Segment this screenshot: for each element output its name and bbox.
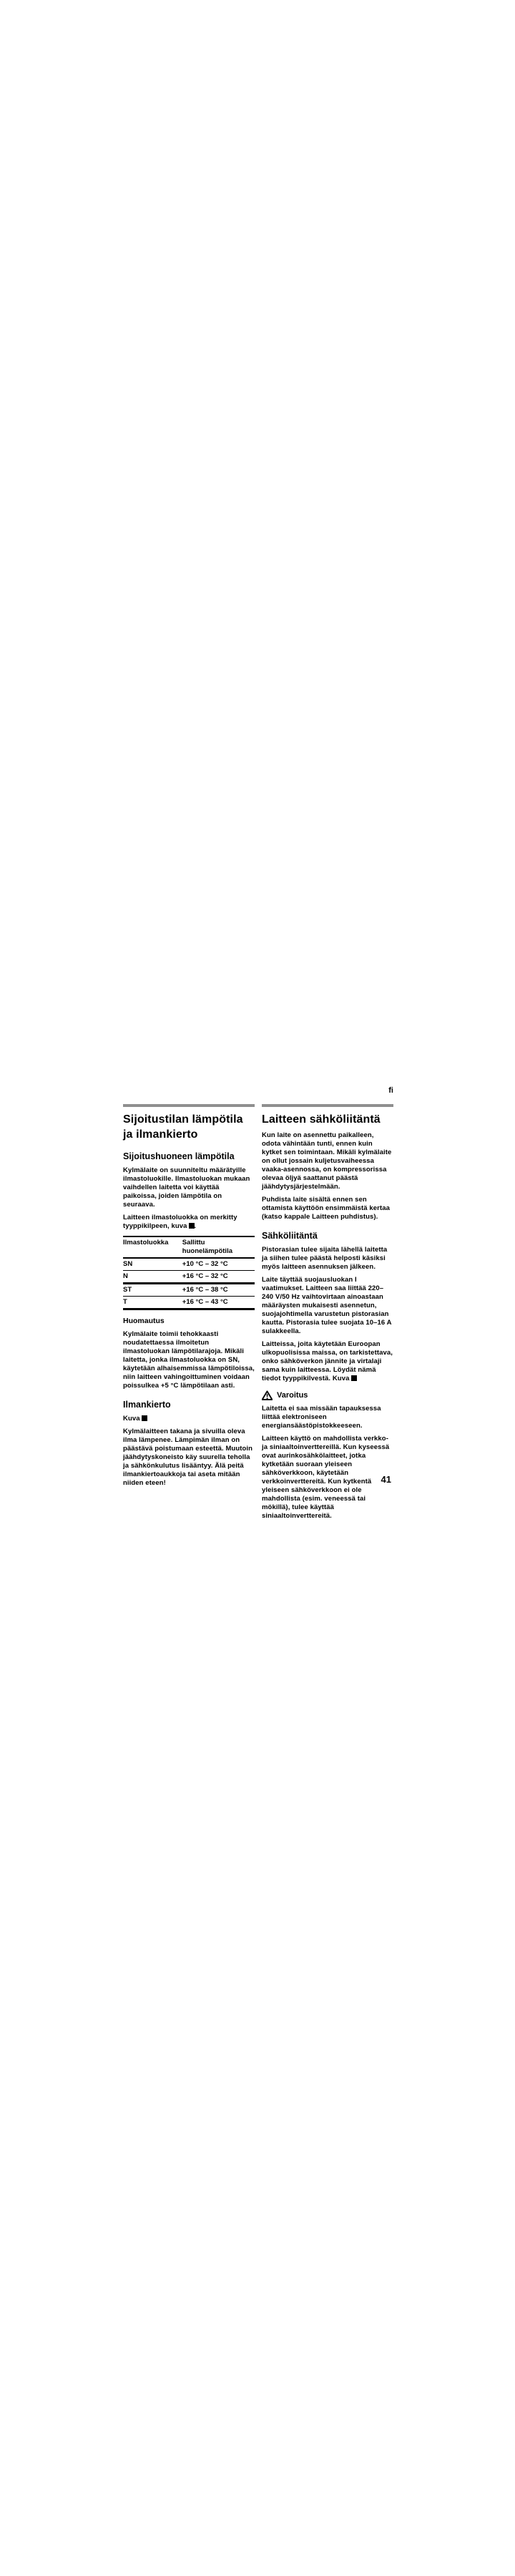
figure-ref-icon [351,1375,357,1381]
warning-header [262,1390,393,1400]
climate-class-cell: T [123,1298,127,1306]
table-row [123,1271,255,1284]
temp-range-cell: +16 °C – 43 °C [182,1298,228,1306]
room-temp-paragraph-2: Laitteen ilmastoluokka on merkitty tyyppikilpeen, kuva . [123,1214,237,1230]
inverter-paragraph: Laitteen käyttö on mahdollista verkko- ja siniaaltoinverttereillä. Kun kyseessä ovat aurinkosähkölaitteet, jotka kytketään suoraan yleiseen sähköverkkoon, käytetään verkkoinverttereitä. Kun kytkentä yleiseen sähköverkkoon ei ole mahdollista (esim. veneessä tai mökillä), tulee käyttää siniaaltoinverttereitä. [262,1435,390,1520]
title-rule [123,1104,255,1107]
electrical-paragraph-1: Pistorasian tulee sijaita lähellä laitetta ja siihen tulee päästä helposti käsiksi myös laitteen asennuksen jälkeen. [262,1246,388,1271]
table-header-row [123,1236,255,1258]
section-heading-air-circulation: Ilmankierto [123,1400,171,1410]
note-heading: Huomautus [123,1317,165,1325]
left-column [123,1104,255,1488]
right-column [262,1104,393,1521]
table-row [123,1258,255,1271]
column-header-climate-class: Ilmastoluokka [123,1239,169,1246]
temp-range-cell: +10 °C – 32 °C [182,1260,228,1268]
column-header-allowed-temp: Sallittu huonelämpötila [182,1239,232,1255]
electrical-paragraph-3: Laitteissa, joita käytetään Euroopan ulkopuolisissa maissa, on tarkistettava, onko sähköverkon jännite ja virtalaji sama kuin laitteessa. Löydät nämä tiedot tyyppikilvestä. Kuva [262,1340,393,1382]
page-number: 41 [381,1474,391,1485]
language-marker: fi [388,1086,393,1095]
page-title-right: Laitteen sähköliitäntä [262,1113,381,1126]
page-title-left: Sijoitustilan lämpötila ja ilmankierto [123,1113,243,1141]
title-rule [262,1104,393,1107]
climate-class-table [123,1236,255,1310]
table-row [123,1284,255,1297]
climate-class-cell: N [123,1272,128,1280]
climate-class-cell: SN [123,1260,133,1268]
warning-paragraph: Laitetta ei saa missään tapauksessa liittää elektroniseen energiansäästöpistokkeeseen. [262,1405,381,1430]
figure-ref-icon [189,1223,195,1229]
warning-label: Varoitus [277,1391,308,1400]
electrical-paragraph-2: Laite täyttää suojausluokan I vaatimukset. Laitteen saa liittää 220–240 V/50 Hz vaihtovirtaan ainoastaan määräysten mukaisesti asennetun, suojajohtimella varustetun pistorasian kautta. Pistorasia tulee suojata 10–16 A sulakkeella. [262,1276,392,1335]
section-heading-room-temp: Sijoitushuoneen lämpötila [123,1151,235,1161]
climate-class-cell: ST [123,1286,132,1294]
figure-ref-icon [142,1415,147,1421]
temp-range-cell: +16 °C – 38 °C [182,1286,228,1294]
section-heading-electrical: Sähköliitäntä [262,1231,318,1241]
room-temp-paragraph-1: Kylmälaite on suunniteltu määrätyille ilmastoluokille. Ilmastoluokan mukaan vaihdellen laitetta voi käyttää paikoissa, joiden lämpötila on seuraava. [123,1166,250,1209]
warning-triangle-icon [262,1390,273,1400]
note-paragraph: Kylmälaite toimii tehokkaasti noudatettaessa ilmoitetun ilmastoluokan lämpötilarajoja. Mikäli laitetta, jonka ilmastoluokka on SN, käytetään alhaisemmissa lämpötiloissa, niin laitteen vahingoittuminen voidaan poissulkea +5 °C lämpötilaan asti. [123,1330,255,1390]
table-row [123,1297,255,1309]
air-circulation-paragraph: Kylmälaitteen takana ja sivuilla oleva ilma lämpenee. Lämpimän ilman on päästävä poistumaan esteettä. Muutoin jäähdytyskoneisto käy suurella teholla ja sähkönkulutus lisääntyy. Älä peitä ilmankiertoaukkoja tai aseta mitään niiden eteen! [123,1428,253,1487]
figure-reference-line: Kuva [123,1415,255,1423]
temp-range-cell: +16 °C – 32 °C [182,1272,228,1280]
electrical-intro-paragraph-1: Kun laite on asennettu paikalleen, odota vähintään tunti, ennen kuin kytket sen toimintaan. Mikäli kylmälaite on ollut jossain kuljetusvaiheessa vaaka-asennossa, on kompressorissa olevaa öljyä saattanut päästä jäähdytysjärjestelmään. [262,1131,392,1191]
electrical-intro-paragraph-2: Puhdista laite sisältä ennen sen ottamista käyttöön ensimmäistä kertaa (katso kappale Laitteen puhdistus). [262,1196,390,1221]
